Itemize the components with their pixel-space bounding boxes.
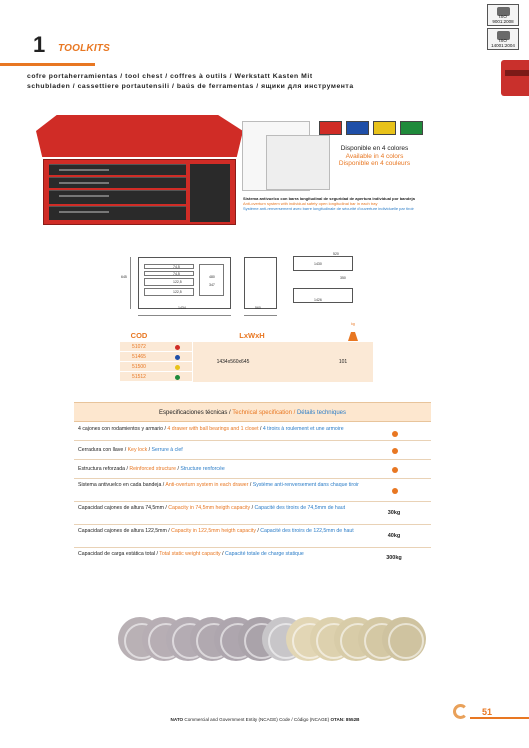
spec-row: [74, 479, 431, 502]
drawer-height-label: 74,5: [173, 272, 180, 276]
chest-lid: [36, 115, 243, 157]
spec-row: [74, 548, 431, 571]
colors-caption-en: Available in 4 colors: [345, 152, 404, 160]
code-header: COD: [130, 331, 148, 340]
colors-caption-fr: Disponible en 4 couleurs: [338, 160, 411, 167]
spec-table-header: [74, 402, 431, 422]
spec-es: Estructura reforzada /: [78, 466, 130, 472]
product-thumbnail: [501, 60, 529, 96]
height-dimension-line: [130, 257, 131, 309]
spec-row: [74, 441, 431, 460]
capacity-value: 300kg: [386, 555, 402, 561]
chest-drawer: [49, 206, 186, 220]
product-title: [27, 72, 497, 91]
spec-sep: /: [250, 505, 255, 511]
table-row: [120, 342, 192, 352]
spec-fr: Serrure à clef: [151, 447, 183, 453]
drawer-height-label: 122,5: [173, 290, 182, 294]
capacity-value: 40kg: [387, 533, 401, 539]
safety-note: [243, 196, 438, 211]
color-dot-icon: [175, 355, 180, 360]
chest-drawer: [49, 177, 186, 188]
product-code: 51072: [132, 344, 146, 350]
tool-chest-image: [36, 115, 243, 225]
product-title-line: cofre portaherramientas / tool chest / coffres à outils / Werkstatt Kasten Mit: [27, 73, 313, 80]
spec-sep: /: [220, 551, 225, 557]
chest-drawer: [49, 190, 186, 204]
dims-value: 1434x560x645: [216, 359, 250, 365]
drawer-height-label: 74,5: [173, 265, 180, 269]
spec-sep: /: [255, 528, 261, 534]
colors-caption: [297, 145, 452, 168]
chest-locker: [190, 164, 230, 222]
bullet-icon: [392, 431, 398, 437]
spec-es: Sistema antivuelco en cada bandeja /: [78, 482, 166, 488]
color-swatch: [400, 121, 423, 135]
spec-header-fr: Détails techniques: [295, 410, 346, 416]
spec-fr: Structure renforcée: [180, 466, 225, 472]
inner-dimension-drawing: [293, 288, 353, 303]
depth-dimension-line: [244, 315, 277, 316]
iso-badge-14001: [487, 28, 519, 50]
spec-es: Capacidad cajones de altura 74,5mm /: [78, 505, 169, 511]
spec-en: Total static weight capacity: [159, 551, 221, 557]
width-label: 1434: [178, 306, 186, 310]
color-dot-icon: [175, 375, 180, 380]
bullet-icon: [392, 448, 398, 454]
height-label: 645: [121, 275, 127, 279]
top-width-label: 1430: [314, 262, 322, 266]
product-code: 51500: [132, 364, 146, 370]
inner-depth-label: 350: [340, 276, 346, 280]
side-dimension-drawing: [244, 257, 277, 309]
safety-note-en: Anti-overturn system with individual safety open longitudinal bar in each tray: [243, 201, 378, 206]
spec-fr: Capacité totale de charge statique: [224, 551, 304, 557]
color-swatch: [319, 121, 342, 135]
page-number: 51: [482, 707, 493, 717]
spec-fr: Capacité des tiroirs de 122,5mm de haut: [260, 528, 354, 534]
product-title-line: schubladen / cassettiere portautensili / baús de ferramentas / ящики для инструмента: [27, 82, 354, 90]
color-dot-icon: [175, 365, 180, 370]
spec-row: [74, 460, 431, 479]
color-dot-icon: [175, 345, 180, 350]
footer-ncage: [60, 717, 470, 722]
depth-label: 560: [255, 306, 261, 310]
spec-row: [74, 502, 431, 525]
chest-body: [43, 159, 236, 225]
top-dimension-drawing: [293, 256, 353, 271]
spec-fr: 4 tiroirs à roulement et une armoire: [262, 426, 344, 432]
table-row: [120, 352, 192, 362]
section-bar: [0, 63, 95, 66]
brand-logo-icon: [453, 704, 468, 719]
spec-header-es: Especificaciones técnicas /: [159, 410, 231, 416]
spec-en: Capacity in 122,5mm heigth capacity: [171, 528, 256, 534]
front-dimension-drawing: [138, 257, 231, 309]
iso-badge-9001: [487, 4, 519, 26]
width-dimension-line: [138, 315, 231, 316]
colors-caption-es: Disponible en 4 colores: [340, 145, 409, 152]
drawer-height-label: 122,5: [173, 280, 182, 284]
spec-row: [74, 423, 431, 441]
chest-drawer: [49, 164, 186, 175]
spec-en: 4 drawer with ball bearings and 1 closet: [167, 426, 259, 432]
spec-sep: /: [258, 426, 263, 432]
spec-fr: Système anti-renversement dans chaque tiroir: [252, 482, 359, 488]
bullet-icon: [392, 467, 398, 473]
table-row: [120, 372, 192, 382]
lid-height-label: 480: [209, 275, 215, 279]
spec-es: Cerradura con llave /: [78, 447, 128, 453]
product-code: 51465: [132, 354, 146, 360]
table-row: [120, 362, 192, 372]
dims-header: LxWxH: [239, 331, 265, 340]
spec-en: Reinforced structure: [129, 466, 177, 472]
footer-text: Commercial and Government Entity (NCAGE) Code / Código (NCAGE): [183, 717, 331, 722]
spec-en: Capacity in 74,5mm heigth capacity: [168, 505, 251, 511]
spec-fr: Capacité des tiroirs de 74,5mm de haut: [254, 505, 346, 511]
spec-es: Capacidad de carga estática total /: [78, 551, 160, 557]
color-swatch: [373, 121, 396, 135]
spec-en: Anti-overturn system in each drawer: [165, 482, 249, 488]
capacity-value: 30kg: [387, 510, 401, 516]
page-bar: [470, 717, 529, 719]
safety-note-es: Sistema antivuelco con barra longitudinal de seguridad de apertura individual por bandeja: [243, 196, 415, 201]
bullet-icon: [392, 488, 398, 494]
footer-nato: NATO: [170, 717, 184, 722]
spec-header-en: Technical specification /: [230, 410, 296, 416]
spec-sep: /: [176, 466, 181, 472]
inner-width-label: 1426: [314, 298, 322, 302]
section-name: TOOLKITS: [58, 43, 110, 54]
spec-sep: /: [248, 482, 253, 488]
product-code: 51512: [132, 374, 146, 380]
safety-note-fr: Système anti-renversement avec barre longitudinale de sécurité d'ouverture individuelle par tiroir: [243, 206, 414, 211]
weight-unit-label: kg: [351, 322, 355, 326]
footer-otan-code: : 8552B: [343, 717, 360, 722]
page-header: [0, 0, 529, 60]
iso-badge-label: ISO 14001:2004: [491, 38, 515, 48]
locker-width-label: 347: [209, 283, 215, 287]
spec-es: 4 cajones con rodamientos y armario /: [78, 426, 168, 432]
spec-row: [74, 525, 431, 548]
coin-image: [382, 617, 426, 661]
iso-badge-label: ISO 9001:2008: [492, 14, 514, 24]
section-number: 1: [33, 32, 46, 57]
top-depth-label: 520: [333, 252, 339, 256]
weight-icon: [348, 332, 358, 341]
spec-es: Capacidad cajones de altura 122,5mm /: [78, 528, 172, 534]
color-swatch: [346, 121, 369, 135]
weight-value: 101: [338, 359, 348, 365]
shared-spec-cell: [192, 342, 373, 382]
spec-sep: /: [147, 447, 152, 453]
footer-otan: OTAN: [330, 717, 344, 722]
spec-en: Key lock: [127, 447, 148, 453]
